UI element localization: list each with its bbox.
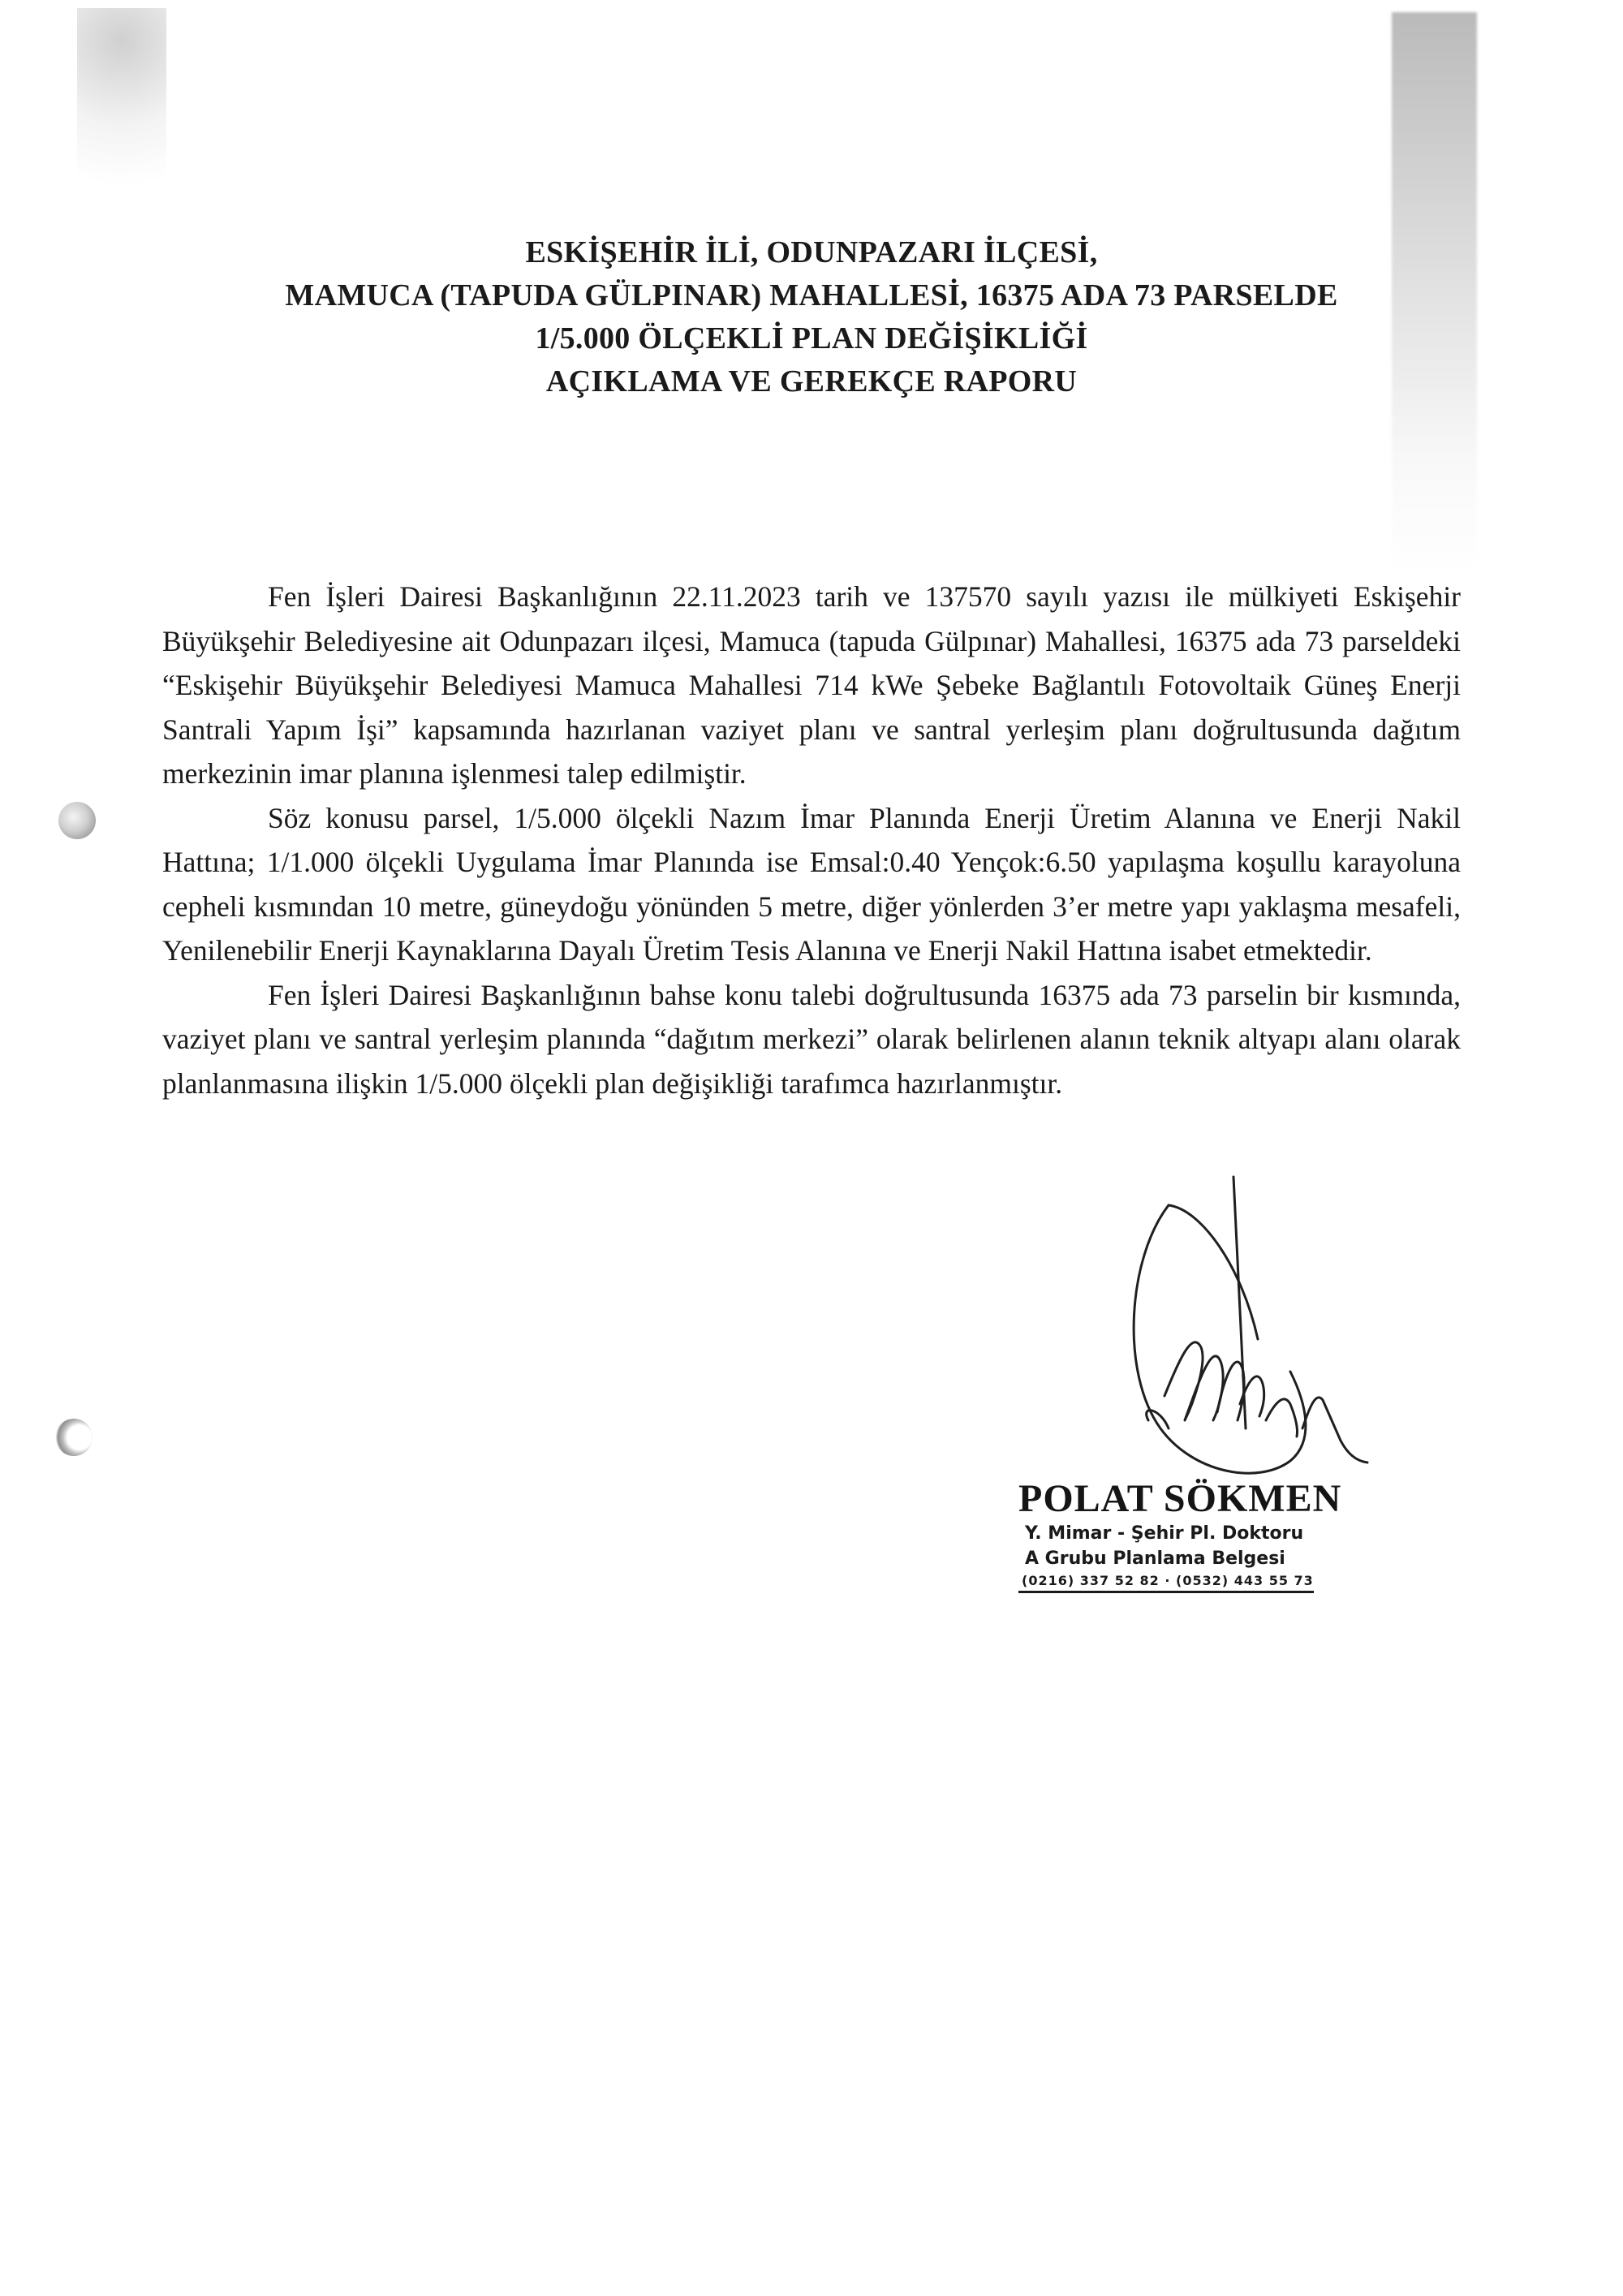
stamp-phones: (0216) 337 52 82 · (0532) 443 55 73 [1018,1571,1314,1593]
title-line: MAMUCA (TAPUDA GÜLPINAR) MAHALLESİ, 16375 ADA 73 PARSELDE [285,278,1338,312]
signature-stamp [1018,1477,1343,1593]
title-line: 1/5.000 ÖLÇEKLİ PLAN DEĞİŞİKLİĞİ [535,321,1088,355]
paragraph: Söz konusu parsel, 1/5.000 ölçekli Nazım İmar Planında Enerji Üretim Alanına ve Enerji Nakil Hattına; 1/1.000 ölçekli Uygulama İmar Planında ise Emsal:0.40 Yençok:6.50 yapılaşma koşullu karayoluna cepheli kısmından 10 metre, güneydoğu yönünden 5 metre, diğer yönlerden 3’er metre yapı yaklaşma mesafeli, Yenilenebilir Enerji Kaynaklarına Dayalı Üretim Tesis Alanına ve Enerji Nakil Hattına isabet etmektedir. [162,801,1461,967]
title-line: AÇIKLAMA VE GEREKÇE RAPORU [545,364,1078,398]
stamp-name: POLAT SÖKMEN [1018,1477,1342,1520]
stamp-title: Y. Mimar - Şehir Pl. Doktoru [1025,1523,1304,1544]
document-title [195,231,1428,403]
scan-noise-top-left [77,8,166,227]
stamp-certificate: A Grubu Planlama Belgesi [1025,1549,1285,1569]
punch-hole [58,802,96,839]
title-line: ESKİŞEHİR İLİ, ODUNPAZARI İLÇESİ, [525,235,1098,269]
paragraph: Fen İşleri Dairesi Başkanlığının bahse konu talebi doğrultusunda 16375 ada 73 parselin bir kısmında, vaziyet planı ve santral yerleşim planında “dağıtım merkezi” olarak belirlenen alanın teknik altyapı alanı olarak planlanmasına ilişkin 1/5.000 ölçekli plan değişikliği tarafımca hazırlanmıştır. [162,978,1461,1100]
report-body [162,575,1461,1105]
punch-hole [55,1419,93,1456]
handwritten-signature [1104,1161,1380,1510]
paragraph: Fen İşleri Dairesi Başkanlığının 22.11.2023 tarih ve 137570 sayılı yazısı ile mülkiyeti Eskişehir Büyükşehir Belediyesine ait Odunpazarı ilçesi, Mamuca (tapuda Gülpınar) Mahallesi, 16375 ada 73 parseldeki “Eskişehir Büyükşehir Belediyesi Mamuca Mahallesi 714 kWe Şebeke Bağlantılı Fotovoltaik Güneş Enerji Santrali Yapım İşi” kapsamında hazırlanan vaziyet planı ve santral yerleşim planı doğrultusunda dağıtım merkezinin imar planına işlenmesi talep edilmiştir. [162,580,1461,790]
